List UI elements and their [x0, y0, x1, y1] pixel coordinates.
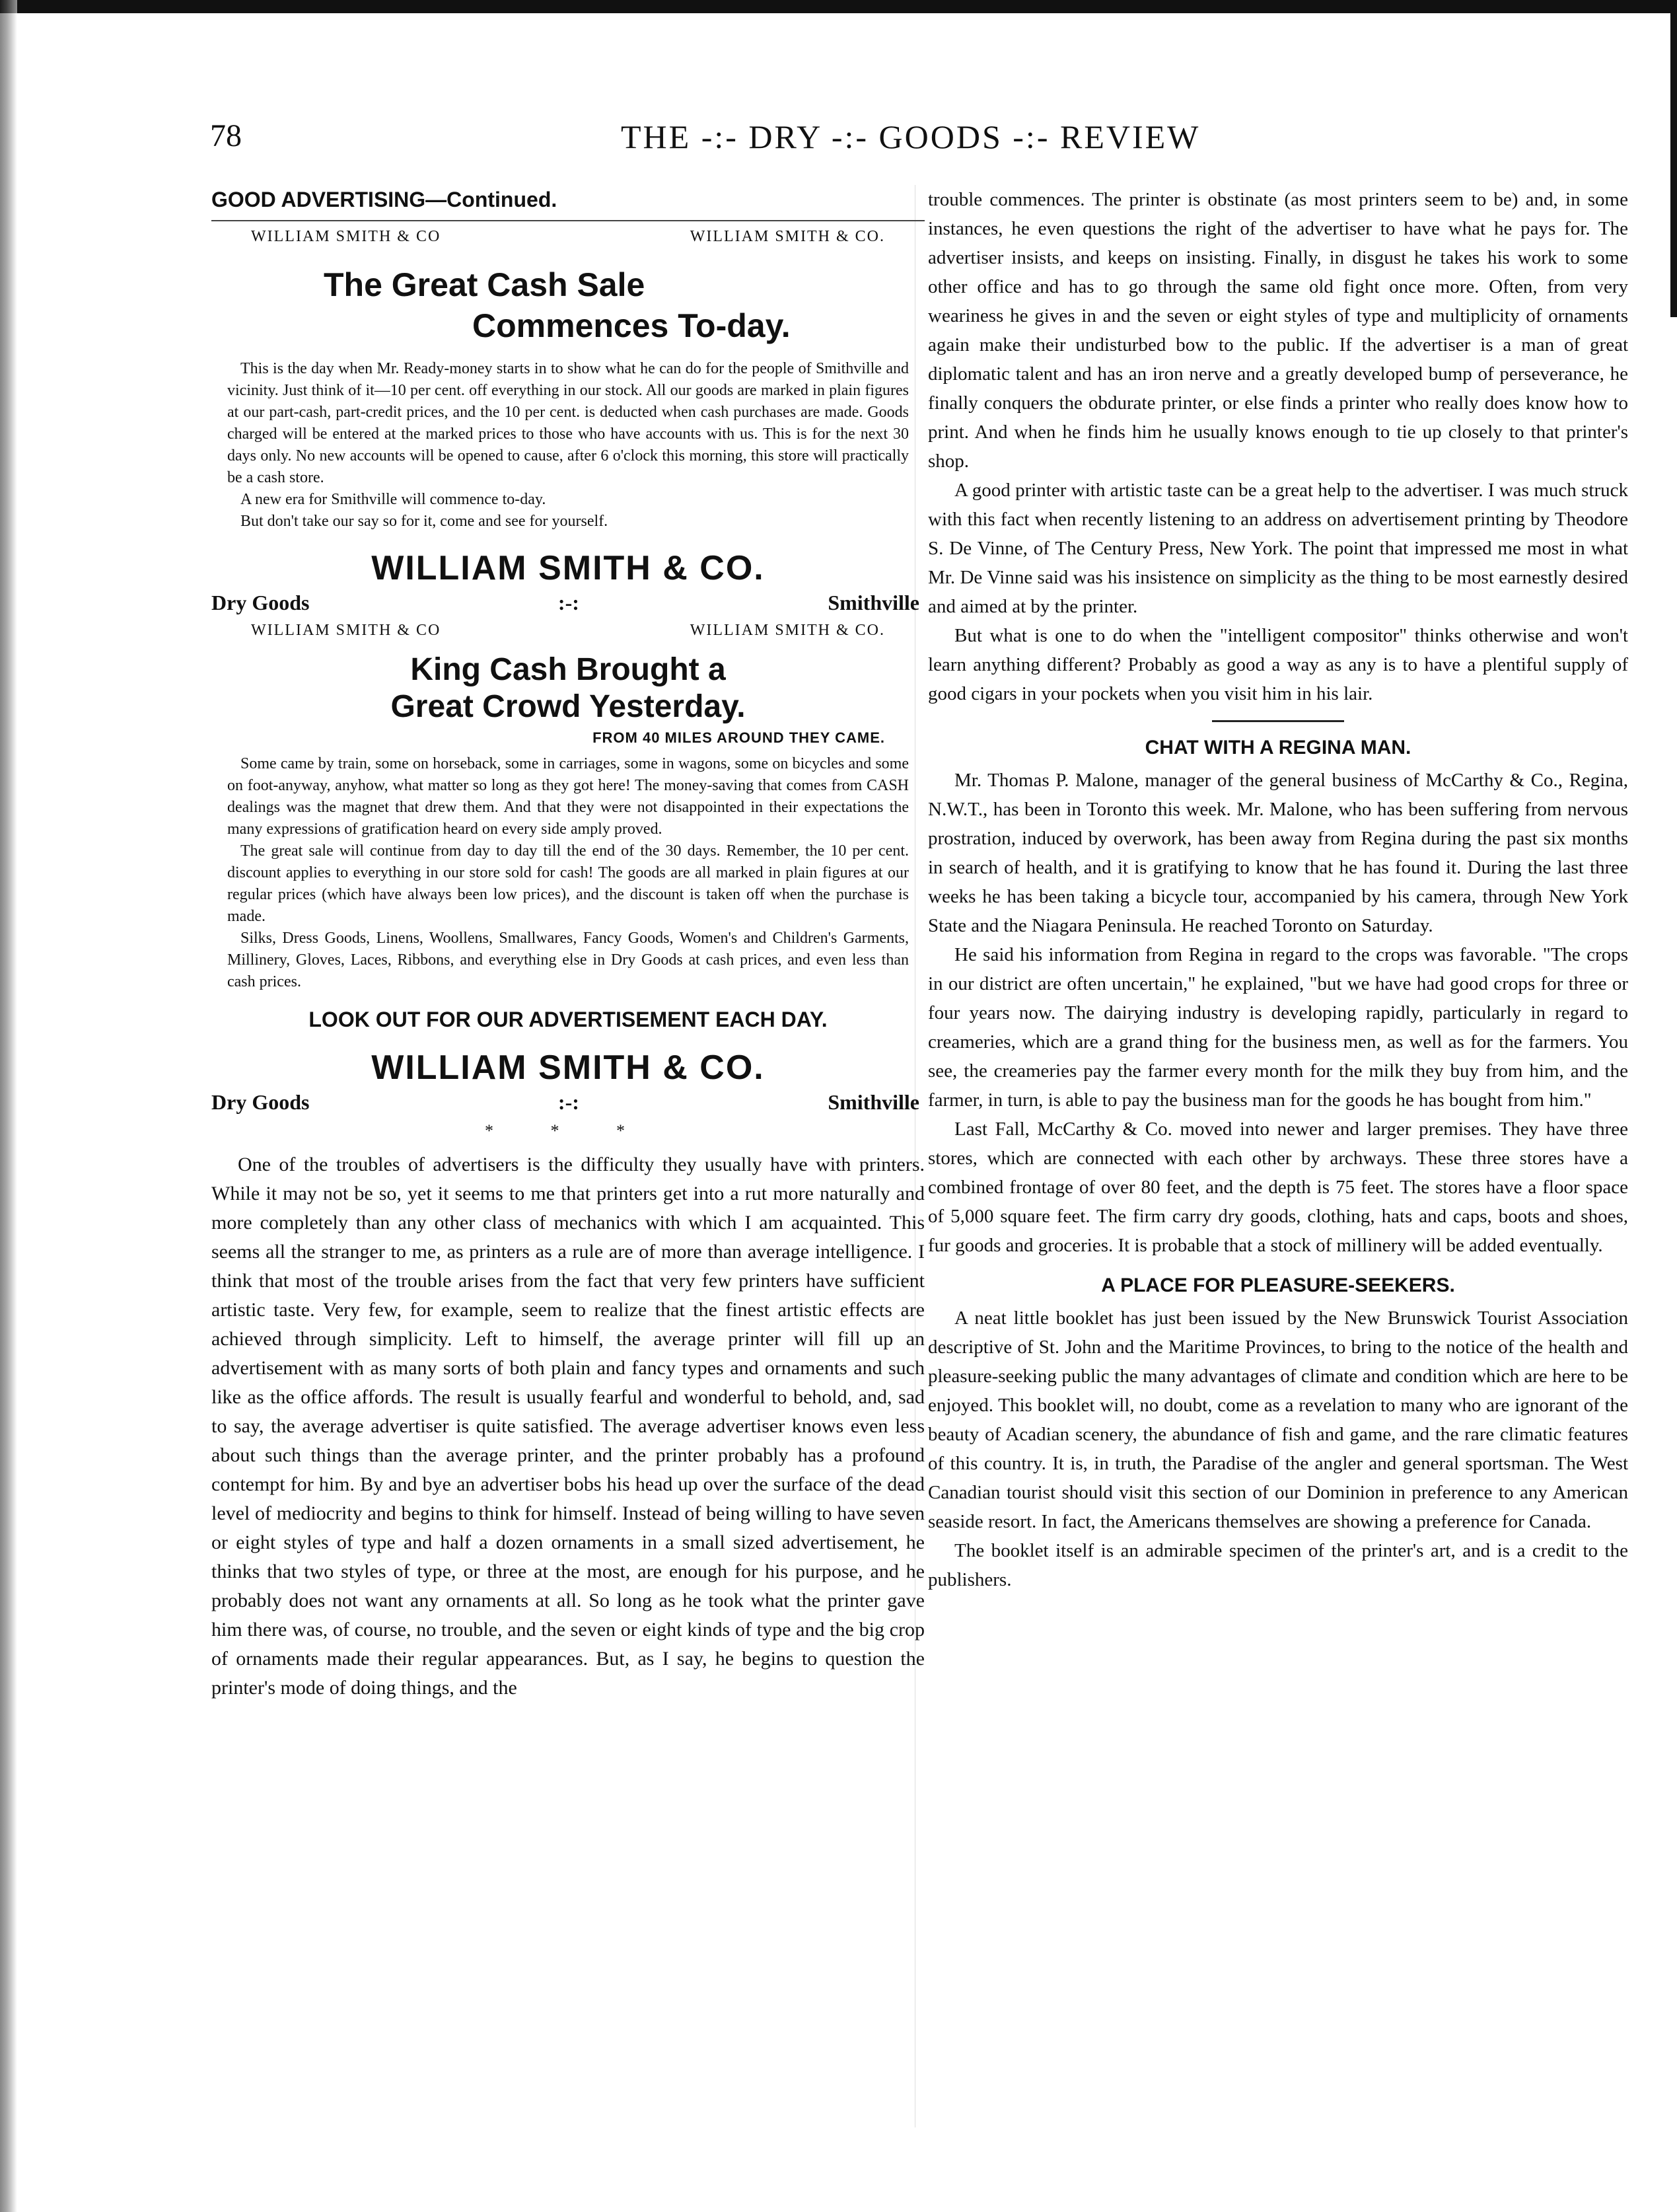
ad2-paragraph: Silks, Dress Goods, Linens, Woollens, Smallwares, Fancy Goods, Women's and Children's Garments, Millinery, Gloves, Laces, Ribbons, and everything else in Dry Goods at cash prices, and even less than cash prices.: [227, 930, 909, 990]
ad2-row-right: WILLIAM SMITH & CO.: [690, 622, 885, 639]
firm-trade: Dry Goods: [211, 1090, 310, 1114]
lookout-line: LOOK OUT FOR OUR ADVERTISEMENT EACH DAY.: [308, 1008, 828, 1031]
ad2-body: [227, 753, 909, 993]
section-rule: [1212, 720, 1344, 722]
firm-town: Smithville: [828, 591, 919, 614]
ad2-title: [211, 651, 925, 725]
ad2-title-line1: King Cash Brought a: [410, 652, 726, 687]
ad1-title-line2: Commences To-day.: [472, 307, 791, 344]
firm-town: Smithville: [828, 1090, 919, 1114]
firm-line: [211, 591, 919, 615]
scan-top-edge: [0, 0, 1677, 13]
chat-paragraph: Last Fall, McCarthy & Co. moved into newer and larger premises. They have three stores, which are connected with each other by archways. These three stores have a combined frontage of over 80 feet, and the depth is 75 feet. The stores have a floor space of 5,000 square feet. The firm carry dry goods, clothing, hats and caps, boots and shoes, fur goods and groceries. It is probable that a stock of millinery will be added eventually.: [928, 1119, 1628, 1256]
ad1-row-right: WILLIAM SMITH & CO.: [690, 228, 885, 245]
right-column: [928, 185, 1628, 1594]
ad1-paragraph: But don't take our say so for it, come and see for yourself.: [240, 513, 608, 530]
ad1-header-row: [251, 228, 885, 246]
section-stars: * * *: [485, 1121, 651, 1140]
article-paragraph: A good printer with artistic taste can be a great help to the advertiser. I was much struck with this fact when recently listening to an address on advertisement printing by Theodore S. De Vinne, of The Century Press, New York. The point that impressed me most in what Mr. De Vinne said was his insistence on simplicity as the thing to be most earnestly desired and aimed at by the printer.: [928, 480, 1628, 617]
ad2-row-left: WILLIAM SMITH & CO: [251, 622, 441, 639]
firm-separator: :-:: [557, 591, 579, 614]
article-paragraph: But what is one to do when the "intelligent compositor" thinks otherwise and won't learn anything different? Probably as good a way as any is to have a plentiful supply of good cigars in your pockets when you visit him in his lair.: [928, 625, 1628, 704]
ad1-row-left: WILLIAM SMITH & CO: [251, 228, 441, 245]
ad2-paragraph: Some came by train, some on horseback, some in carriages, some in wagons, some on bicycles and some on foot-anyway, anyhow, what matter so long as they got here! The money-saving that comes from CASH dealings was the magnet that drew them. And that they were not disappointed in their expectations the many expressions of gratification heard on every side amply proved.: [227, 755, 909, 838]
chat-body: [928, 766, 1628, 1260]
place-heading: A PLACE FOR PLEASURE-SEEKERS.: [1101, 1274, 1455, 1296]
ad2-subtitle: FROM 40 MILES AROUND THEY CAME.: [592, 729, 885, 746]
place-body: [928, 1304, 1628, 1594]
article-paragraph: One of the troubles of advertisers is the difficulty they usually have with printers. While it may not be so, yet it seems to me that printers get into a rut more naturally and more completely than any other class of mechanics with which I am acquainted. This seems all the stranger to me, as printers as a rule are of more than average intelligence. I think that most of the trouble arises from the fact that very few printers have sufficient artistic taste. Very few, for example, seem to realize that the finest artistic effects are achieved through simplicity. Left to himself, the average printer will fill up an advertisement with as many sorts of both plain and fancy types and ornaments and such like as the office affords. The result is usually fearful and wonderful to behold, and, sad to say, the average advertiser is quite satisfied. The average advertiser knows even less about such things than the average printer, and the printer probably has a profound contempt for him. By and bye an advertiser bobs his head up over the surface of the dead level of mediocrity and begins to think for himself. Instead of being willing to have seven or eight styles of type and half a dozen ornaments in a small sized advertisement, he thinks that two styles of type, or three at the most, are enough for his purpose, and he probably does not want any ornaments at all. So long as he took what the printer gave him there was, of course, no trouble, and the seven or eight kinds of type and the big crop of ornaments made their regular appearances. But, as I say, he begins to question the printer's mode of doing things, and the: [211, 1154, 925, 1699]
firm-line: [211, 1090, 919, 1115]
place-paragraph: A neat little booklet has just been issued by the New Brunswick Tourist Association descriptive of St. John and the Maritime Provinces, to bring to the notice of the health and pleasure-seeking public the many advantages of climate and condition which are here to be enjoyed. This booklet will, no doubt, come as a revelation to many who are ignorant of the beauty of Acadian scenery, the abundance of fish and game, and the rare climatic features of this country. It is, in truth, the Paradise of the angler and general sportsman. The West Canadian tourist should visit this section of our Dominion in preference to any American seaside resort. In fact, the Americans themselves are showing a preference for Canada.: [928, 1308, 1628, 1532]
article-body: [211, 1150, 925, 1703]
ad1-paragraph: A new era for Smithville will commence to-day.: [240, 491, 546, 508]
ad1-title-line1: The Great Cash Sale: [324, 266, 645, 303]
firm-trade: Dry Goods: [211, 591, 310, 614]
ad1-paragraph: This is the day when Mr. Ready-money starts in to show what he can do for the people of Smithville and vicinity. Just think of it—10 per cent. off everything in our stock. All our goods are marked in plain figures at our part-cash, part-credit prices, and the 10 per cent. is deducted when cash purchases are made. Goods charged will be entered at the marked prices to those who have accounts with us. This is for the next 30 days only. No new accounts will be opened to cause, after 6 o'clock this morning, this store will practically be a cash store.: [227, 360, 909, 486]
firm-name: WILLIAM SMITH & CO.: [371, 1049, 765, 1087]
chat-paragraph: He said his information from Regina in regard to the crops was favorable. "The crops in our district are often uncertain," he explained, "but we have had good crops for three or four years now. The dairying industry is developing rapidly, particularly in regard to creameries, which are a grand thing for the business men, as well as for the farmers. You see, the creameries pay the farmer every month for the milk they buy from him, and the farmer, in turn, is able to pay the business man for the goods he has bought from him.": [928, 944, 1628, 1111]
section-heading: GOOD ADVERTISING—Continued.: [211, 188, 557, 211]
ad1-body: [227, 358, 909, 533]
firm-separator: :-:: [557, 1090, 579, 1114]
ad-rule: [211, 220, 925, 221]
ad2-title-line2: Great Crowd Yesterday.: [390, 689, 746, 724]
page-header: [198, 118, 1664, 164]
scan-binding-edge: [0, 0, 17, 2212]
page-number: 78: [210, 118, 242, 153]
left-column: [211, 185, 925, 1703]
place-paragraph: The booklet itself is an admirable specimen of the printer's art, and is a credit to the publishers.: [928, 1540, 1628, 1590]
ad2-paragraph: The great sale will continue from day to day till the end of the 30 days. Remember, the 10 per cent. discount applies to everything in our store sold for cash! The goods are all marked in plain figures at our regular prices (which have always been low prices), and the discount is taken off when the purchase is made.: [227, 842, 909, 925]
chat-heading: CHAT WITH A REGINA MAN.: [1145, 737, 1411, 758]
article-continued: [928, 185, 1628, 708]
firm-name: WILLIAM SMITH & CO.: [371, 549, 765, 587]
ad2-header-row: [251, 622, 885, 640]
article-paragraph: trouble commences. The printer is obstinate (as most printers seem to be) and, in some instances, he even questions the right of the advertiser to have what he pays for. The advertiser insists, and keeps on insisting. Finally, in disgust he takes his work to some other office and has to go through the same old fight once more. Often, from very weariness he gives in and the seven or eight styles of type and multiplicity of ornaments again make their undisturbed bow to the public. If the advertiser is a man of great diplomatic talent and has an iron nerve and a greatly developed bump of perseverance, he finally conquers the obdurate printer, or else finds a printer who really does know how to print. And when he finds him he usually knows enough to tie up closely to that printer's shop.: [928, 189, 1628, 472]
chat-paragraph: Mr. Thomas P. Malone, manager of the general business of McCarthy & Co., Regina, N.W.T., has been in Toronto this week. Mr. Malone, who has been suffering from nervous prostration, induced by overwork, has been away from Regina during the past six months in search of health, and it is gratifying to know that he has found it. During the last three weeks he has been taking a bicycle tour, accompanied by his camera, through New York State and the Niagara Peninsula. He reached Toronto on Saturday.: [928, 770, 1628, 936]
scan-right-edge: [1670, 0, 1677, 317]
running-title: THE -:- DRY -:- GOODS -:- REVIEW: [621, 118, 1201, 155]
